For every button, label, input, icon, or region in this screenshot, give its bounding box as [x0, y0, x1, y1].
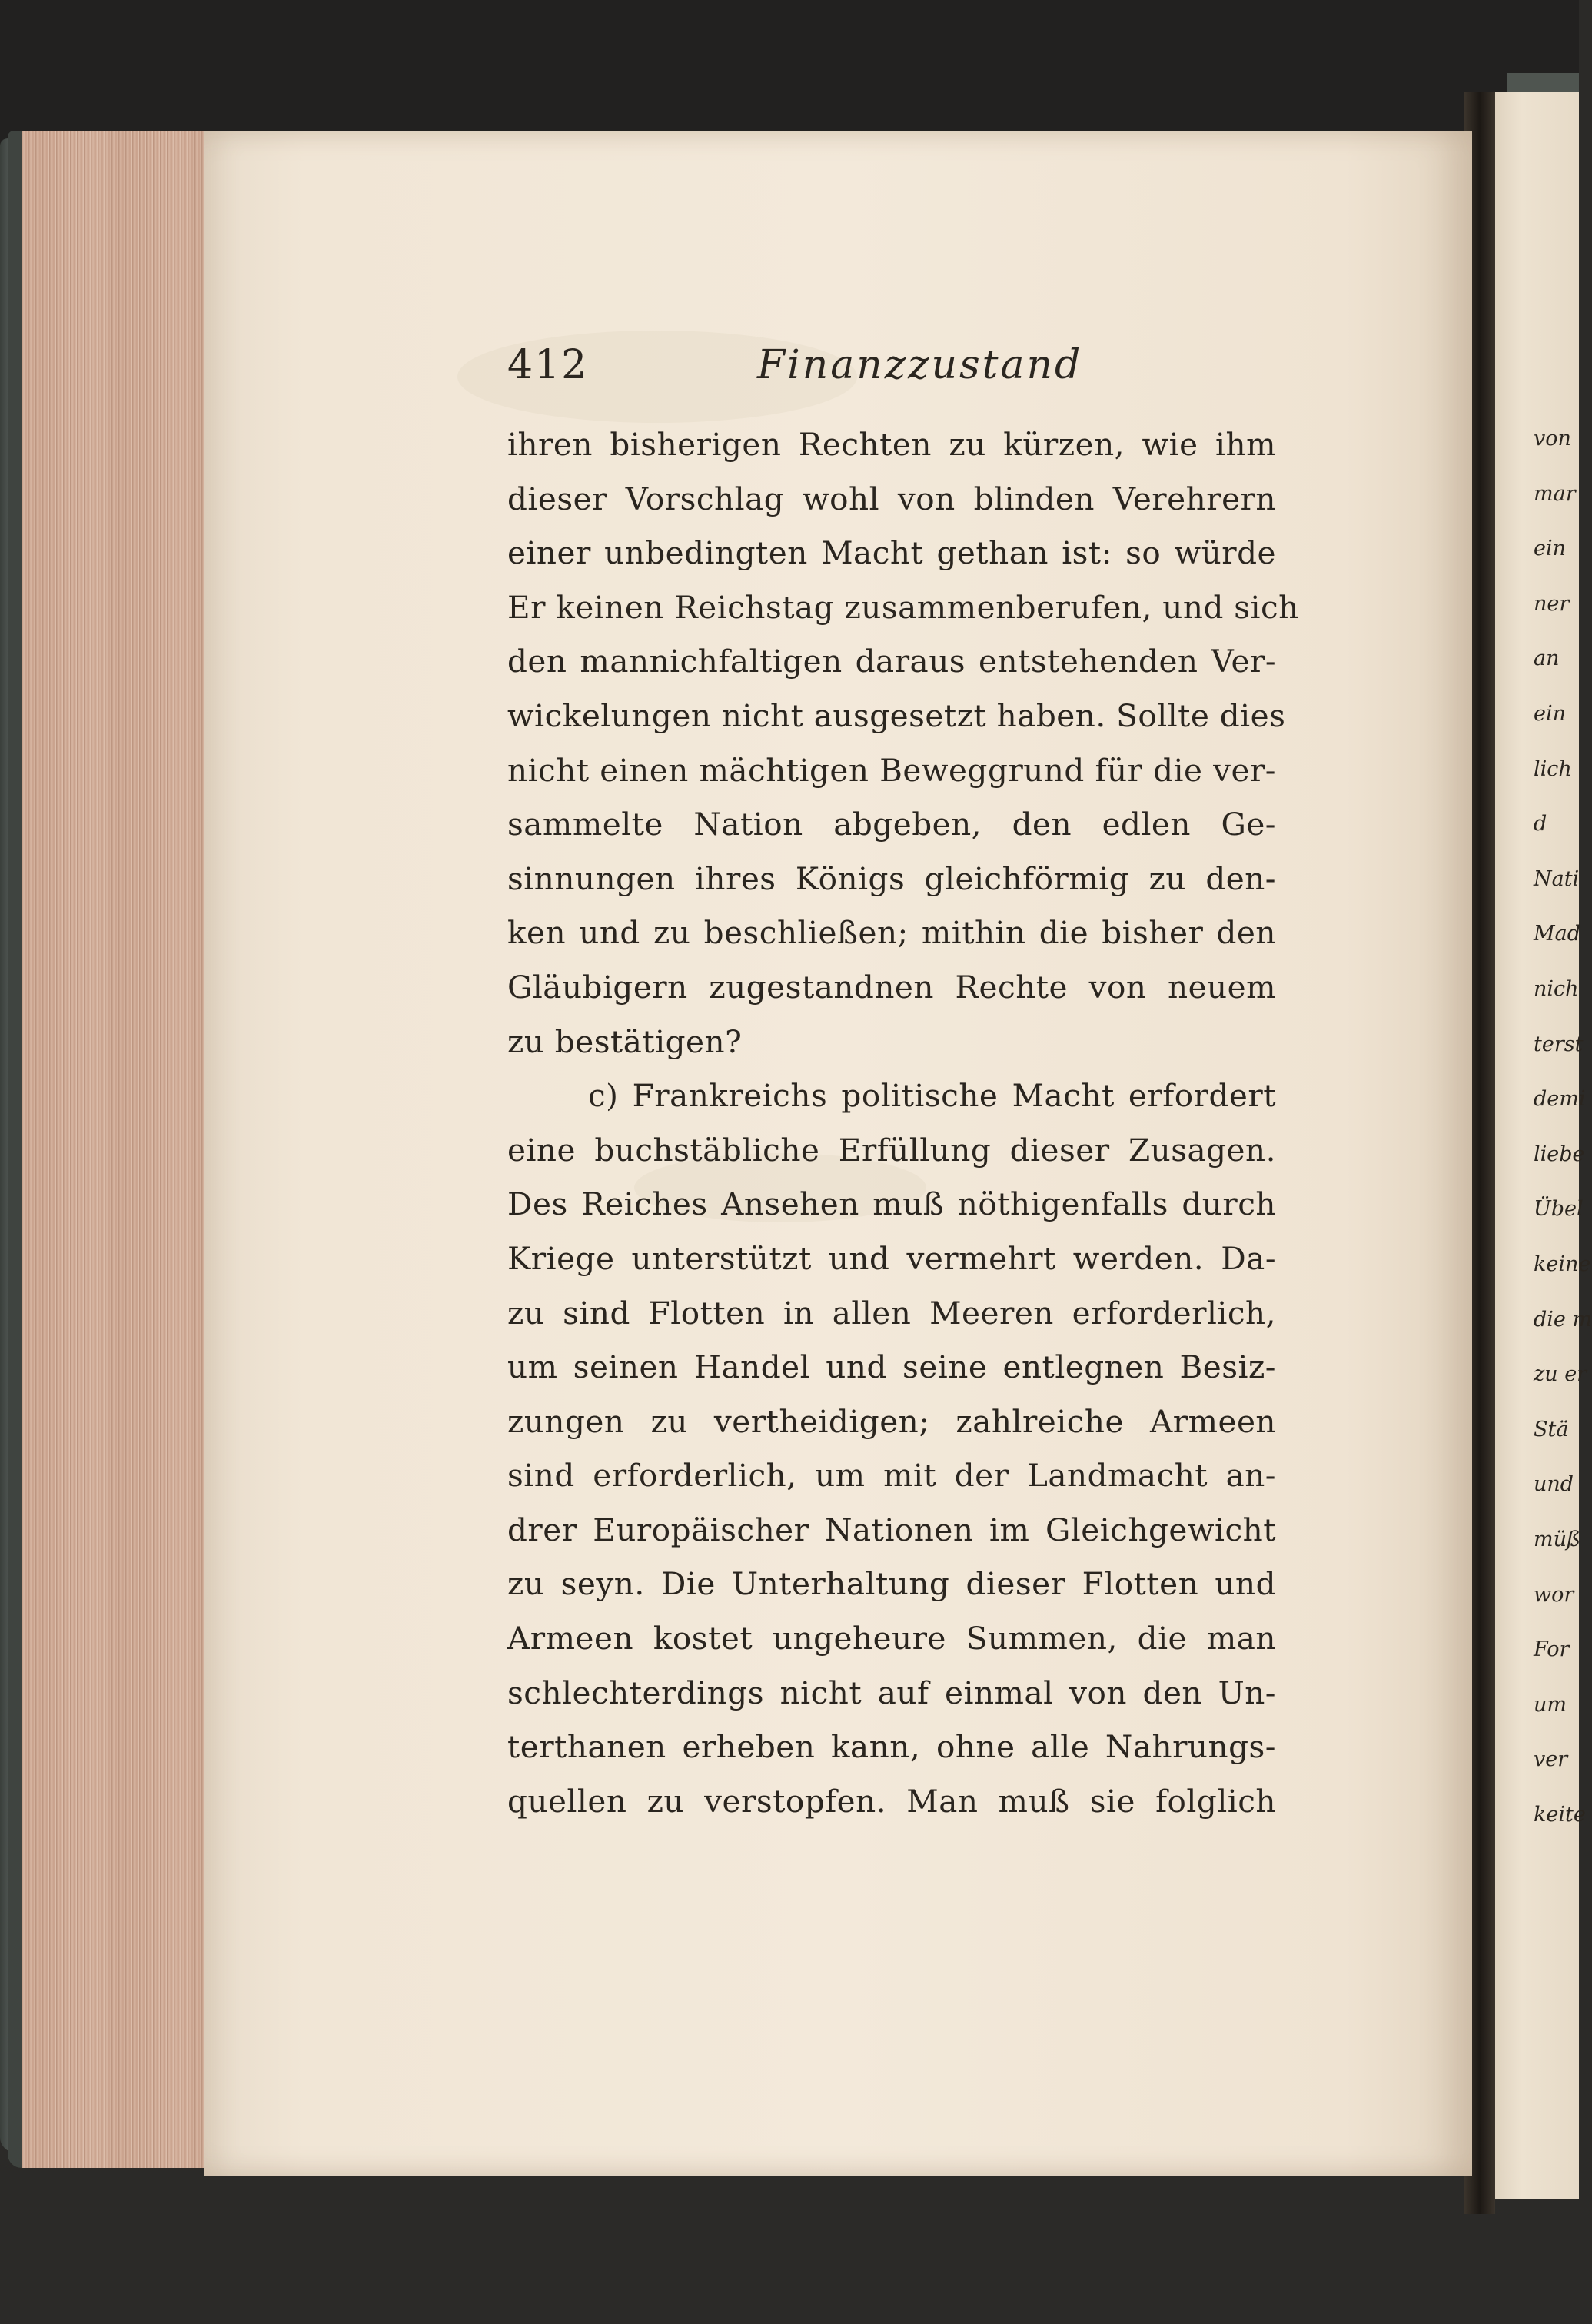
- text-line: Kriege unterstützt und vermehrt werden. Da-: [507, 1239, 1276, 1277]
- text-line: Armeen kostet ungeheure Summen, die man: [507, 1620, 1276, 1657]
- facing-word: lich: [1534, 757, 1572, 781]
- text-line: quellen zu verstopfen. Man muß sie folglich: [507, 1782, 1276, 1820]
- facing-word: Nati: [1534, 867, 1580, 891]
- text-line: dieser Vorschlag wohl von blinden Verehrern: [507, 480, 1276, 517]
- body-text: [507, 417, 1299, 1828]
- text-line: drer Europäischer Nationen im Gleichgewicht: [507, 1511, 1276, 1548]
- facing-word: For: [1534, 1637, 1570, 1661]
- page-edges: [8, 131, 221, 2168]
- text-line: terthanen erheben kann, ohne alle Nahrungs-: [507, 1728, 1276, 1766]
- text-line: sinnungen ihres Königs gleichförmig zu den-: [507, 859, 1276, 897]
- text-line: zu seyn. Die Unterhaltung dieser Flotten und: [507, 1565, 1276, 1603]
- text-line: Er keinen Reichstag zusammenberufen, und sich: [507, 588, 1299, 626]
- text-line: sammelte Nation abgeben, den edlen Ge-: [507, 806, 1276, 843]
- text-line: schlechterdings nicht auf einmal von den Un-: [507, 1674, 1276, 1711]
- text-line: einer unbedingten Macht gethan ist: so würde: [507, 534, 1276, 572]
- text-line: zungen zu vertheidigen; zahlreiche Armeen: [507, 1402, 1276, 1440]
- text-line: Gläubigern zugestandnen Rechte von neuem: [507, 968, 1276, 1006]
- text-line: eine buchstäbliche Erfüllung dieser Zusagen.: [507, 1131, 1276, 1169]
- facing-word: die m: [1534, 1308, 1592, 1332]
- facing-word: zu er: [1534, 1362, 1587, 1386]
- facing-word: um: [1534, 1693, 1567, 1717]
- facing-word: müß: [1534, 1528, 1581, 1551]
- facing-word: mar: [1534, 482, 1576, 506]
- text-line: wickelungen nicht ausgesetzt haben. Sollte dies: [507, 697, 1286, 734]
- facing-word: Stä: [1534, 1418, 1569, 1441]
- text-line: ken und zu beschließen; mithin die bisher den: [507, 914, 1276, 952]
- page-number: 412: [507, 342, 589, 388]
- facing-word: ver: [1534, 1747, 1568, 1771]
- facing-word: keite: [1534, 1803, 1586, 1827]
- facing-word: ein: [1534, 702, 1567, 726]
- text-line: den mannichfaltigen daraus entstehenden Ver-: [507, 643, 1276, 680]
- text-line: c) Frankreichs politische Macht erfordert: [588, 1077, 1276, 1115]
- facing-word: und: [1534, 1472, 1574, 1496]
- facing-word: Übel: [1534, 1197, 1584, 1221]
- facing-word: Mad: [1534, 922, 1581, 946]
- facing-word: liebe: [1534, 1142, 1585, 1166]
- text-line: Des Reiches Ansehen muß nöthigenfalls durch: [507, 1185, 1276, 1223]
- text-line: zu bestätigen?: [507, 1022, 743, 1060]
- running-head: Finanzzustand: [757, 342, 1083, 388]
- facing-word: terst: [1534, 1032, 1584, 1056]
- facing-word: ner: [1534, 592, 1570, 616]
- facing-word: wor: [1534, 1583, 1574, 1607]
- facing-word: nich: [1534, 977, 1579, 1001]
- facing-word: d: [1534, 812, 1547, 836]
- text-line: um seinen Handel und seine entlegnen Besiz-: [507, 1348, 1276, 1386]
- facing-word: an: [1534, 647, 1560, 670]
- text-line: sind erforderlich, um mit der Landmacht an-: [507, 1457, 1276, 1494]
- facing-word: von: [1534, 427, 1571, 451]
- page-header: [507, 342, 1276, 396]
- text-line: nicht einen mächtigen Beweggrund für die ver-: [507, 751, 1276, 789]
- text-line: ihren bisherigen Rechten zu kürzen, wie ihm: [507, 426, 1276, 463]
- facing-word: ein: [1534, 537, 1567, 560]
- text-line: zu sind Flotten in allen Meeren erforderlich,: [507, 1294, 1276, 1332]
- facing-word: keine: [1534, 1252, 1591, 1276]
- facing-word: demi: [1534, 1087, 1586, 1111]
